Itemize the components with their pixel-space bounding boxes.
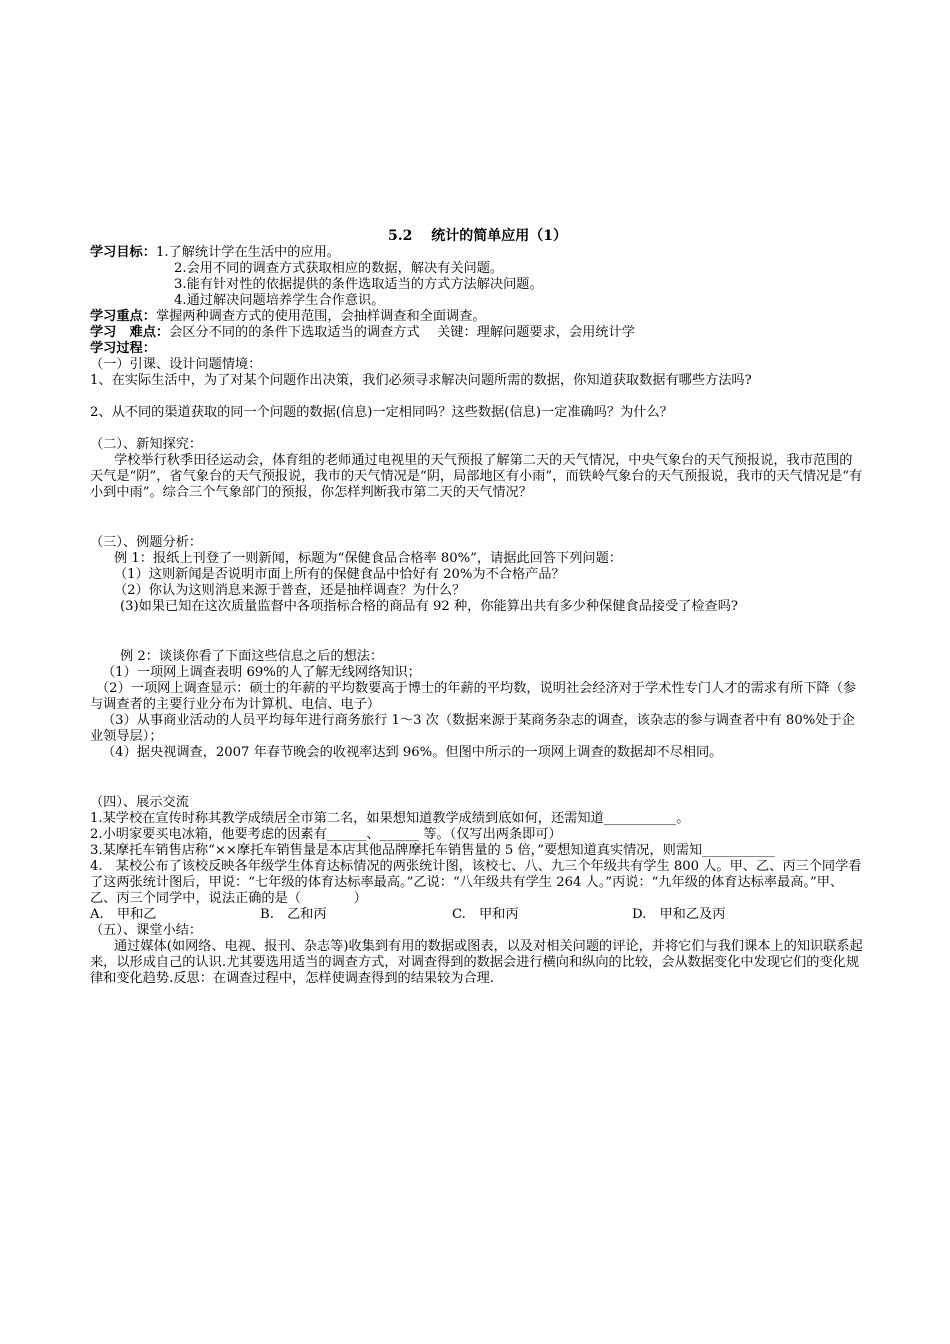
example-item: （2）一项网上调查显示：硕士的年薪的平均数要高于博士的年薪的平均数，说明社会经济对于学术性专门人才的需求有所下降（参与调查者的主要行业分布为计算机、电信、电子） xyxy=(90,681,857,712)
section-heading: （三）、例题分析： xyxy=(90,535,203,550)
example-item: （1）一项网上调查表明 69%的人了解无线网络知识； xyxy=(102,665,421,680)
option-c: C. 甲和丙 xyxy=(452,907,519,922)
example-intro: 例 2：谈谈你看了下面这些信息之后的想法： xyxy=(120,649,384,664)
page-title: 5.2 统计的简单应用（1） xyxy=(388,228,567,244)
summary-paragraph: 通过媒体(如网络、电视、报刊、杂志等)收集到有用的数据或图表，以及对相关问题的评论，并将它们与我们课本上的知识联系起来，以形成自己的认识.尤其要选用适当的调查方式，对调查得到的数据会进行横向和纵向的比较，会从数据变化中发现它们的变化规律和变化趋势.反思：在调查过程中，怎样使调查得到的结果较为合理. xyxy=(90,939,863,986)
difficulty-row xyxy=(90,325,865,341)
worksheet xyxy=(90,228,865,987)
objectives-row xyxy=(90,245,865,261)
question: 3.某摩托车销售店称“××摩托车销售量是本店其他品牌摩托车销售量的 5 倍，”要想知道真实情况，则需知___________ xyxy=(90,843,775,858)
difficulty-text: 会区分不同的的条件下选取适当的调查方式 关键：理解问题要求，会用统计学 xyxy=(169,325,635,340)
section-heading: （四）、展示交流 xyxy=(90,795,189,810)
question: 2.小明家要买电冰箱，他要考虑的因素有______、______ 等。（仅写出两条即可） xyxy=(90,827,562,842)
example-question: （2）你认为这则消息来源于普查，还是抽样调查？为什么？ xyxy=(114,583,466,598)
process-label: 学习过程： xyxy=(90,341,156,356)
section-heading: （二）、新知探究： xyxy=(90,437,203,452)
example-item: （4）据央视调查，2007 年春节晚会的收视率达到 96%。但图中所示的一项网上调查的数据却不尽相同。 xyxy=(102,745,723,760)
question: 2、从不同的渠道获取的同一个问题的数据(信息)一定相同吗？这些数据(信息)一定准确吗？为什么？ xyxy=(90,405,673,420)
question: 4. 某校公布了该校反映各年级学生体育达标情况的两张统计图，该校七、八、九三个年级共有学生 800 人。甲、乙、丙三个同学看了这两张统计图后，甲说：“七年级的体育达标率最高。”乙说：“八年级共有学生 264 人。”丙说：“九年级的体育达标率最高。”甲、乙、丙三个同学中，说法正确的是（ ） xyxy=(90,859,862,906)
example-intro: 例 1：报纸上刊登了一则新闻，标题为“保健食品合格率 80%”，请据此回答下列问题： xyxy=(114,551,622,566)
example-question: （1）这则新闻是否说明市面上所有的保健食品中恰好有 20%为不合格产品？ xyxy=(114,567,565,582)
paragraph: 学校举行秋季田径运动会，体育组的老师通过电视里的天气预报了解第二天的天气情况，中央气象台的天气预报说，我市范围的天气是“阴”，省气象台的天气预报说，我市的天气情况是“阴，局部地区有小雨”，而铁岭气象台的天气预报说，我市的天气情况是“有小到中雨”。综合三个气象部门的预报，你怎样判断我市第二天的天气情况？ xyxy=(90,453,863,500)
question: 1.某学校在宣传时称其教学成绩居全市第二名，如果想知道教学成绩到底如何，还需知道___________。 xyxy=(90,811,690,826)
key-points-text: 掌握两种调查方式的使用范围，会抽样调查和全面调查。 xyxy=(155,309,486,324)
section-heading: （一）引课、设计问题情境： xyxy=(90,357,262,372)
option-a: A. 甲和乙 xyxy=(90,907,157,922)
objective-item: 4.通过解决问题培养学生合作意识。 xyxy=(174,293,385,308)
objective-item: 3.能有针对性的依据提供的条件选取适当的方式方法解决问题。 xyxy=(174,277,543,292)
key-points-label: 学习重点： xyxy=(90,309,156,324)
option-d: D. 甲和乙及丙 xyxy=(632,907,726,922)
option-b: B. 乙和丙 xyxy=(260,907,327,922)
key-points-row xyxy=(90,309,865,325)
example-question: (3)如果已知在这次质量监督中各项指标合格的商品有 92 种，你能算出共有多少种保健食品接受了检查吗? xyxy=(120,599,738,614)
objectives-label: 学习目标： xyxy=(90,245,156,260)
question: 1、在实际生活中，为了对某个问题作出决策，我们必须寻求解决问题所需的数据，你知道获取数据有哪些方法吗? xyxy=(90,373,752,388)
objective-item: 2.会用不同的调查方式获取相应的数据，解决有关问题。 xyxy=(174,261,504,276)
example-item: （3）从事商业活动的人员平均每年进行商务旅行 1～3 次（数据来源于某商务杂志的调查，该杂志的参与调查者中有 80%处于企业领导层）； xyxy=(90,713,855,744)
answer-options xyxy=(90,907,865,923)
objective-item: 1.了解统计学在生活中的应用。 xyxy=(155,245,340,260)
section-heading: （五）、课堂小结： xyxy=(90,923,203,938)
difficulty-label: 学习 难点： xyxy=(90,325,170,340)
